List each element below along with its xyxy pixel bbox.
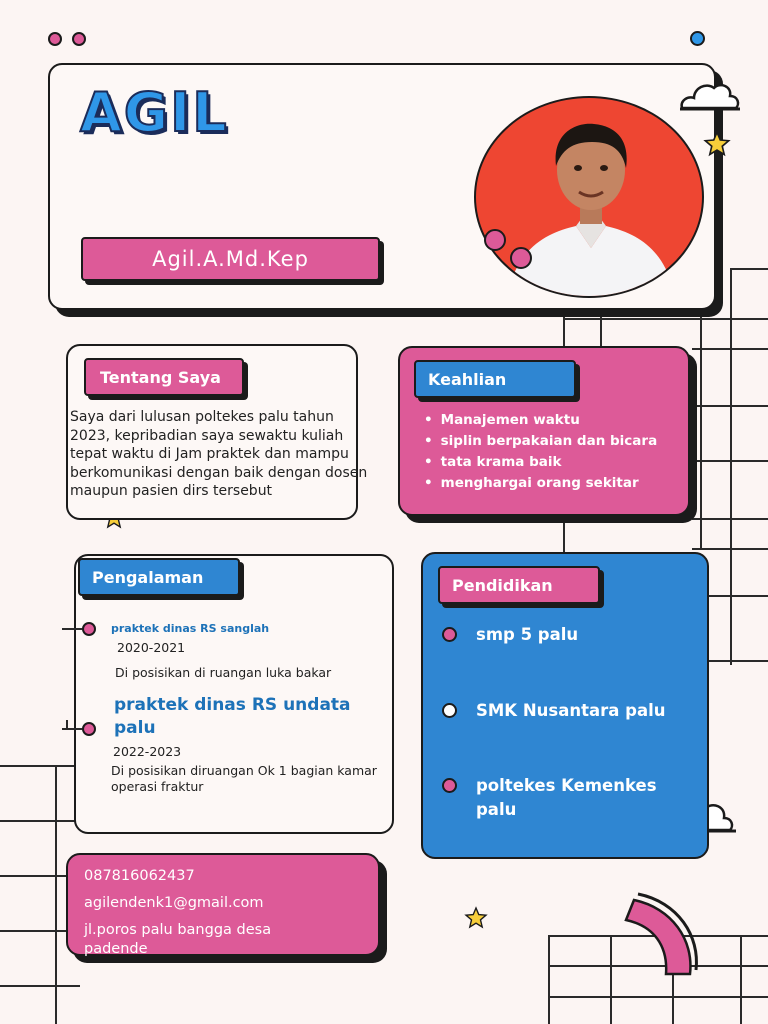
about-text: Saya dari lulusan poltekes palu tahun 2023, kepribadian saya sewaktu kuliah tepat waktu di Jam praktek dan mampu berkomunikasi dengan baik dengan dosen maupun pasien dirs tersebut: [70, 409, 368, 499]
skill-item: • tata krama baik: [424, 452, 657, 473]
decor-dot: [510, 247, 532, 269]
education-item: poltekes Kemenkes palu: [476, 776, 657, 819]
profile-photo: [474, 96, 704, 298]
experience-years: 2022-2023: [113, 744, 182, 759]
name-title: AGIL: [80, 81, 229, 144]
experience-years: 2020-2021: [117, 640, 186, 655]
experience-description: Di posisikan di ruangan luka bakar: [115, 665, 332, 680]
subtitle-pill: [81, 237, 380, 281]
star-icon: [703, 130, 731, 158]
decor-dot: [690, 31, 705, 46]
timeline-dot: [82, 722, 96, 736]
experience-heading: Pengalaman: [92, 567, 204, 587]
education-bullet: [442, 778, 457, 793]
education-item: smp 5 palu: [476, 625, 579, 644]
skill-item: • siplin berpakaian dan bicara: [424, 431, 657, 452]
decor-dot: [484, 229, 506, 251]
star-icon: [464, 906, 488, 930]
skills-list: [424, 410, 657, 494]
about-heading: Tentang Saya: [100, 367, 221, 387]
skill-item: • Manajemen waktu: [424, 410, 657, 431]
education-heading: Pendidikan: [452, 575, 553, 595]
decor-dot: [72, 32, 86, 46]
skills-heading-pill: [414, 360, 576, 398]
contact-address: jl.poros palu bangga desa padende: [84, 922, 272, 957]
decor-dot: [48, 32, 62, 46]
experience-title: praktek dinas RS sanglah: [111, 622, 270, 635]
education-bullet: [442, 627, 457, 642]
decor-arc: [622, 890, 702, 980]
education-heading-pill: [438, 566, 600, 604]
experience-heading-pill: [78, 558, 240, 596]
education-bullet: [442, 703, 457, 718]
contact-email: agilendenk1@gmail.com: [84, 895, 264, 911]
about-heading-pill: [84, 358, 244, 396]
education-item: SMK Nusantara palu: [476, 701, 666, 720]
experience-title: praktek dinas RS undata palu: [114, 695, 351, 738]
skills-heading: Keahlian: [428, 369, 507, 389]
timeline-dot: [82, 622, 96, 636]
skill-item: • menghargai orang sekitar: [424, 473, 657, 494]
experience-description: Di posisikan diruangan Ok 1 bagian kamar operasi fraktur: [111, 763, 377, 794]
contact-phone: 087816062437: [84, 868, 195, 884]
timeline-connector: [66, 720, 68, 730]
subtitle-text: Agil.A.Md.Kep: [152, 247, 309, 271]
cloud-icon: [678, 80, 742, 114]
